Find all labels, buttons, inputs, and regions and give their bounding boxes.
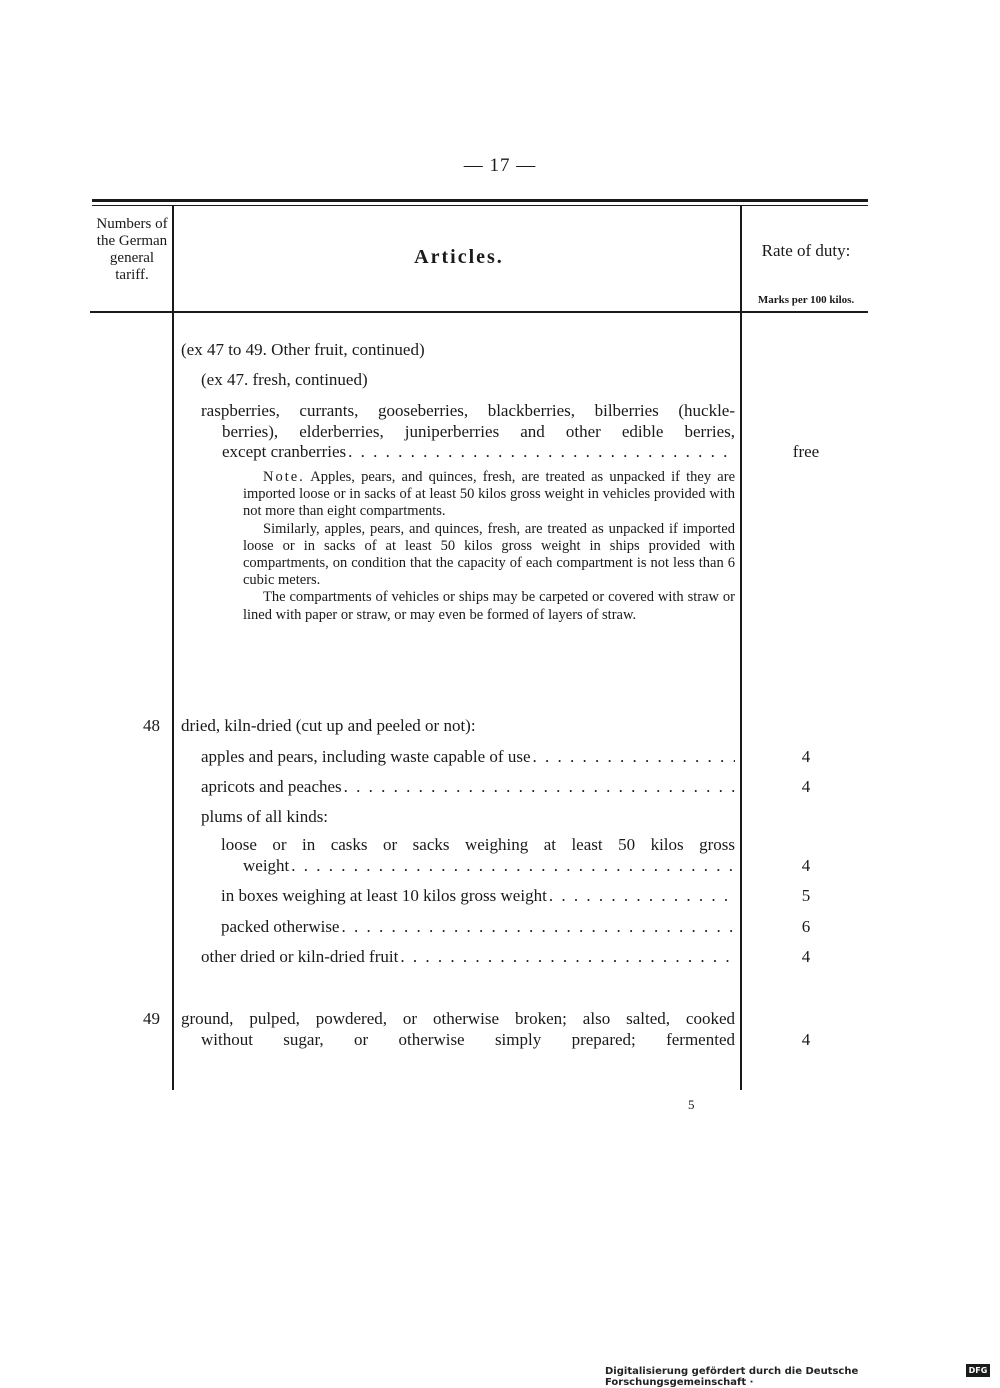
tariff-number-48: 48 (143, 716, 160, 735)
section-heading: (ex 47 to 49. Other fruit, continued) (181, 340, 425, 359)
top-rule-thin (92, 205, 868, 206)
note-paragraph-1 (243, 469, 735, 521)
page-number: — 17 — (463, 155, 537, 176)
rate-ground: 4 (801, 1030, 811, 1049)
rate-berries: free (792, 442, 820, 461)
header-rate-column: Rate of duty: (761, 241, 851, 260)
boxes-line (221, 886, 735, 906)
rate-boxes: 5 (801, 886, 811, 905)
note-label: Note. (263, 469, 305, 485)
tariff-number-49: 49 (143, 1009, 160, 1028)
loose-line-2-text: weight (243, 856, 290, 875)
loose-line-1: loose or in casks or sacks weighing at least 50 kilos gross (221, 835, 735, 854)
apples-text: apples and pears, including waste capable of use (201, 747, 531, 766)
plums-heading: plums of all kinds: (201, 807, 329, 826)
column-divider-right (740, 206, 742, 1090)
other-text: other dried or kiln-dried fruit (201, 947, 399, 966)
rate-apricots: 4 (801, 777, 811, 796)
note-paragraph-2: Similarly, apples, pears, and quinces, fresh, are treated as unpacked if imported loose or in sacks of at least 50 kilos gross weight in ships provided with compartments, on condition that the capacity of each compartment is not less than 6 cubic meters. (243, 520, 735, 589)
subsection-heading: (ex 47. fresh, continued) (201, 370, 368, 389)
loose-line-2 (243, 856, 735, 876)
dfg-logo: DFG (966, 1364, 990, 1377)
dot-leader (533, 747, 736, 767)
berries-line-1: raspberries, currants, gooseberries, blackberries, bilberries (huckle- (201, 401, 735, 420)
header-rate-unit: Marks per 100 kilos. (757, 294, 855, 306)
top-rule-thick (92, 199, 868, 202)
note-block (243, 469, 735, 624)
dot-leader (348, 442, 735, 462)
digitization-credit: Digitalisierung gefördert durch die Deutsche Forschungsgemeinschaft · (605, 1366, 859, 1388)
packed-line (221, 917, 735, 937)
dried-heading: dried, kiln-dried (cut up and peeled or not): (181, 716, 476, 735)
ground-line-1: ground, pulped, powdered, or otherwise broken; also salted, cooked (181, 1009, 735, 1028)
rate-other: 4 (801, 947, 811, 966)
rate-packed: 6 (801, 917, 811, 936)
packed-text: packed otherwise (221, 917, 340, 936)
apples-line (201, 747, 735, 767)
dot-leader (400, 947, 735, 967)
note-paragraph-3: The compartments of vehicles or ships may be carpeted or covered with straw or lined with paper or straw, or may even be formed of layers of straw. (243, 589, 735, 623)
berries-line-3-text: except cranberries (222, 442, 347, 461)
rate-apples: 4 (801, 747, 811, 766)
ground-line-2: without sugar, or otherwise simply prepared; fermented (201, 1030, 735, 1049)
berries-line-3 (222, 442, 735, 462)
header-bottom-rule (90, 311, 868, 313)
dot-leader (341, 917, 735, 937)
note-paragraph-1-text: Apples, pears, and quinces, fresh, are treated as unpacked if they are imported loose or in sacks of at least 50 kilos gross weight in vehicles provided with not more than eight compartments. (243, 469, 736, 520)
berries-line-2: berries), elderberries, juniperberries and other edible berries, (222, 422, 735, 441)
dot-leader (344, 777, 735, 797)
rate-loose: 4 (801, 856, 811, 875)
boxes-text: in boxes weighing at least 10 kilos gross weight (221, 886, 547, 905)
dot-leader (291, 856, 735, 876)
header-articles-column: Articles. (414, 246, 504, 268)
header-numbers-column: Numbers of the German general tariff. (96, 216, 168, 283)
column-divider-left (172, 206, 174, 1090)
other-line (201, 947, 735, 967)
apricots-line (201, 777, 735, 797)
apricots-text: apricots and peaches (201, 777, 342, 796)
signature-mark: 5 (688, 1097, 695, 1112)
dot-leader (549, 886, 735, 906)
